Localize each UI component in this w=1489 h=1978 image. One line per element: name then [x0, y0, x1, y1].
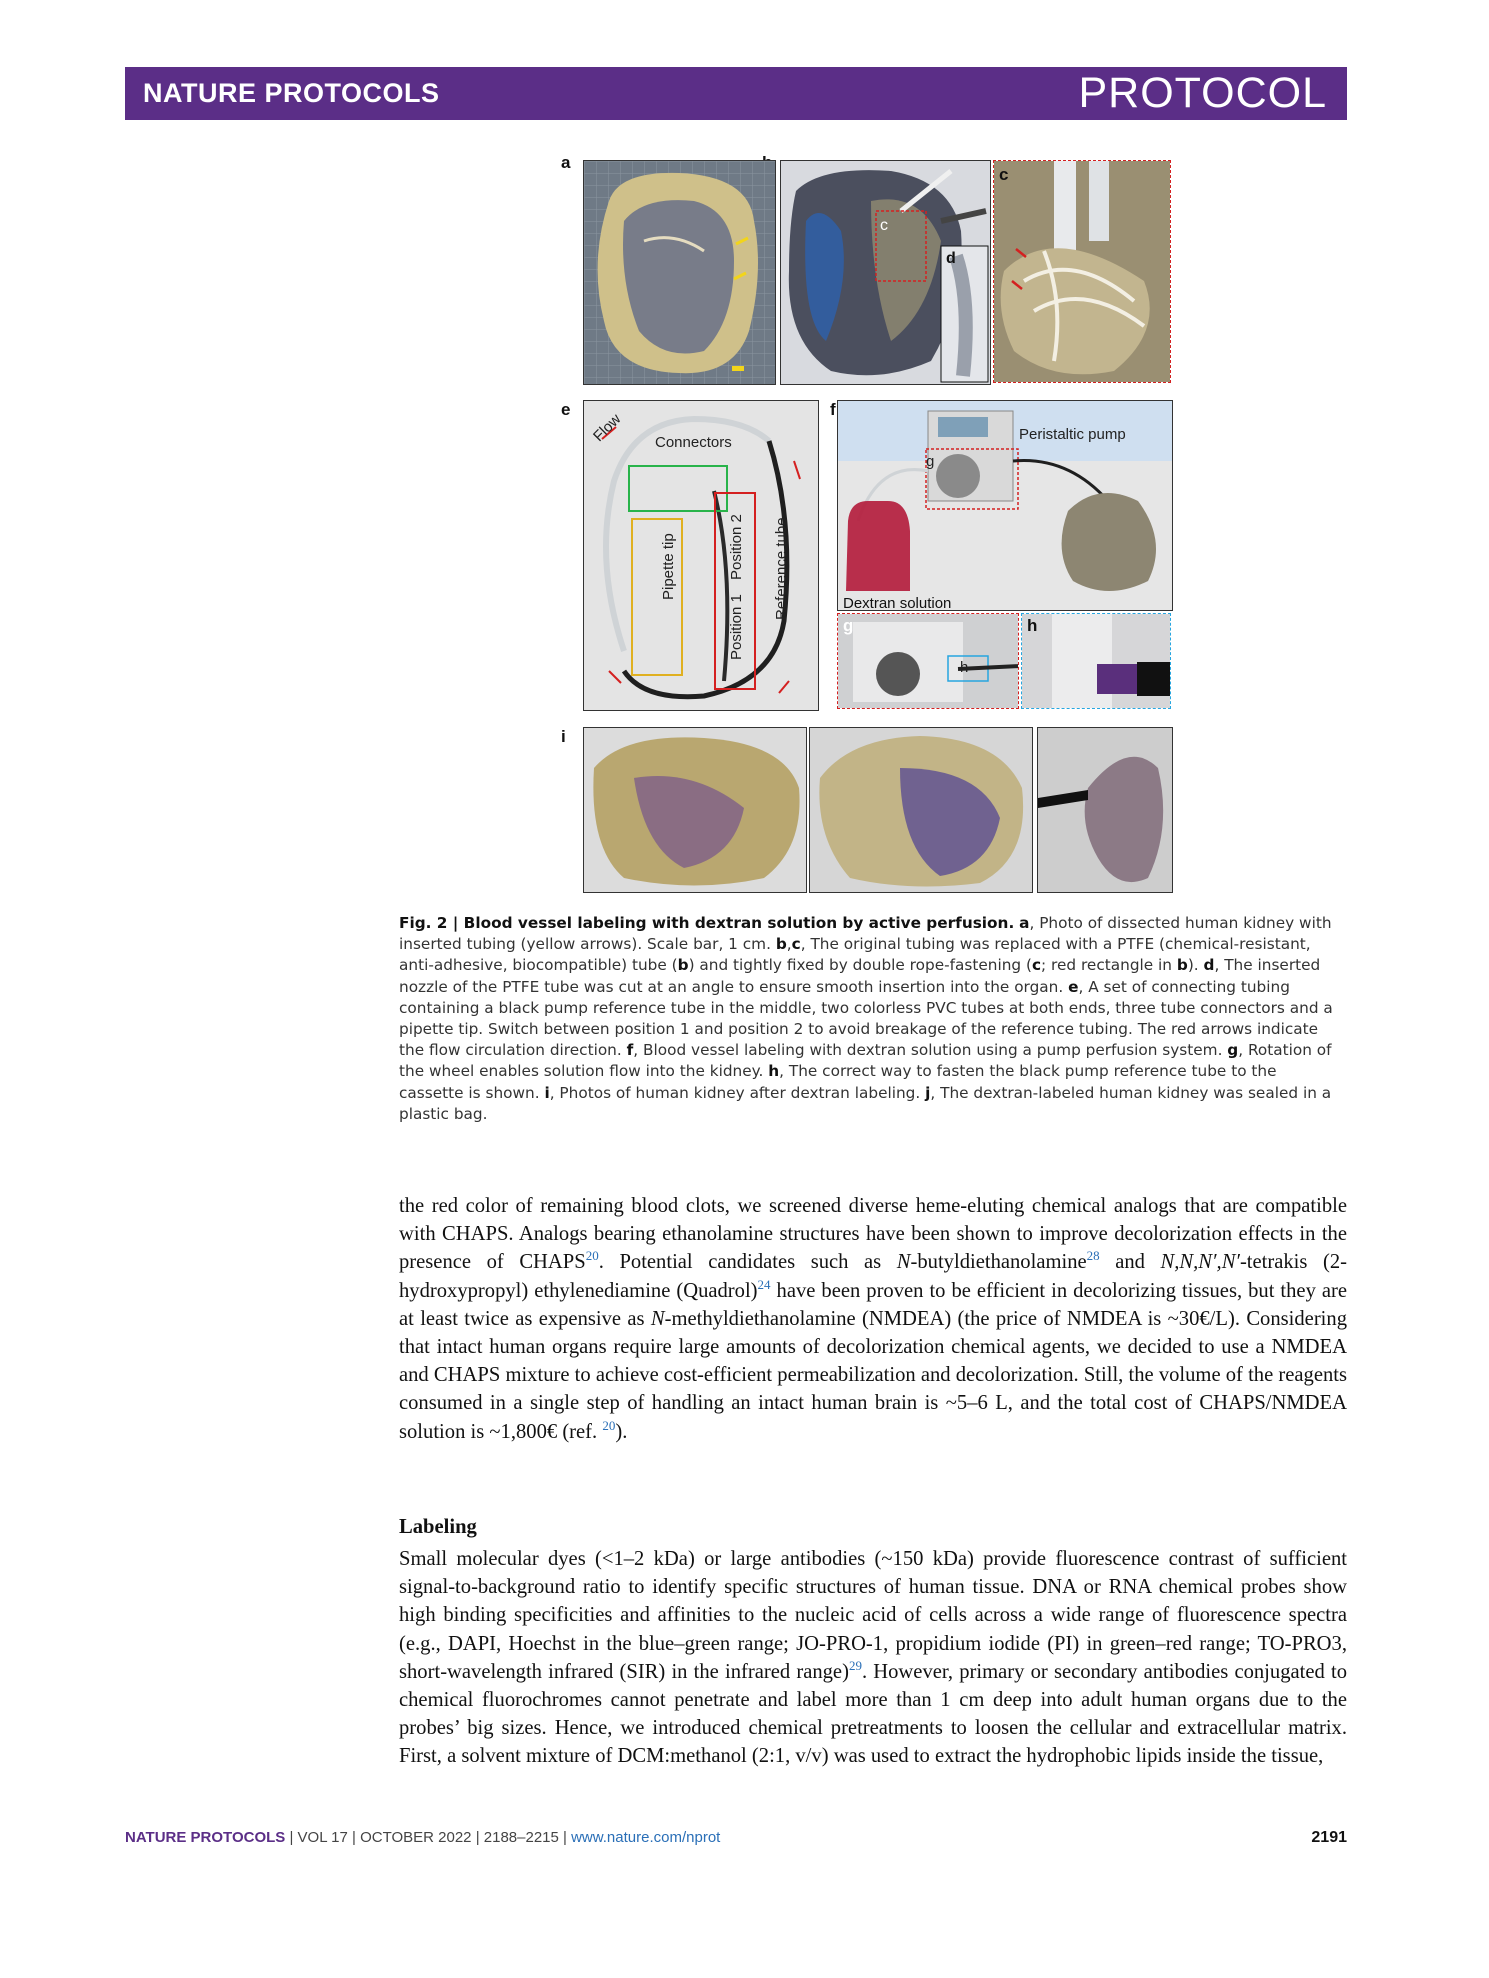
caption-title: Blood vessel labeling with dextran solution by active perfusion. [463, 914, 1015, 932]
panel-b-kidney-ptfe-photo [780, 160, 991, 385]
article-type: PROTOCOL [1078, 69, 1327, 117]
caption-text: , The dextran-labeled human kidney was sealed in a plastic bag. [399, 1083, 1332, 1123]
panel-c-rope-fastening-photo [993, 160, 1171, 383]
panel-label-h: h [1027, 616, 1038, 635]
footer-separator: | [347, 1829, 361, 1846]
caption-ref: c [791, 935, 801, 954]
e-label-connectors: Connectors [655, 434, 732, 451]
footer-separator: | [471, 1829, 484, 1846]
caption-ref: b [1176, 956, 1188, 975]
body-text: have been proven to be efficient in decolorizing tissues, but they are at least twice as expensive as [399, 1279, 1347, 1330]
caption-fig-number: Fig. 2 | [399, 914, 464, 932]
panel-label-g: g [843, 616, 854, 635]
footer-separator: | [285, 1829, 298, 1846]
caption-text: , The original tubing was replaced with a PTFE (chemical-resistant, anti-adhesive, biocompatible) tube ( [399, 935, 1311, 975]
footer-pages: 2188–2215 [483, 1829, 559, 1846]
panel-a-kidney-photo [583, 160, 776, 385]
inset-label-d: d [946, 250, 956, 267]
caption-ref: f [626, 1041, 634, 1060]
caption-ref: g [1227, 1041, 1239, 1060]
body-paragraph-2 [399, 1545, 1347, 1771]
journal-header-bar [125, 67, 1347, 120]
panel-g-wheel-photo [837, 613, 1019, 709]
citation-link[interactable]: 29 [848, 1657, 862, 1673]
caption-ref: c [1031, 956, 1042, 975]
footer-journal: NATURE PROTOCOLS [125, 1829, 286, 1846]
caption-ref: b [775, 935, 787, 954]
body-text: and [1099, 1251, 1161, 1274]
body-text: N [650, 1307, 665, 1330]
panel-label-a: a [561, 153, 571, 172]
caption-text: ) and tightly fixed by double rope-fastening ( [688, 956, 1032, 975]
inset-label-c: c [880, 217, 888, 234]
g-inset-label-h: h [960, 659, 969, 676]
page-footer [125, 1829, 1347, 1847]
e-label-reference-tube: Reference tube [773, 517, 790, 620]
f-label-dextran-solution: Dextran solution [843, 595, 952, 612]
figure-caption: Fig. 2 | Blood vessel labeling with dextran solution by active perfusion. a, Photo of dissected human kidney with inserted tubing (yellow arrows). Scale bar, 1 cm. b,c, The original tubing was replaced with a PTFE (chemical-resistant, anti-adhesive, biocompatible) tube (b) and tightly fixed by double rope-fastening (c; red rectangle in b). d, The inserted nozzle of the PTFE tube was cut at an angle to ensure smooth insertion into the organ. e, A set of connecting tubing containing a black pump reference tube in the middle, two colorless PVC tubes at both ends, three tube connectors and a pipette tip. Switch between position 1 and position 2 to avoid breakage of the reference tubing. The red arrows indicate the flow circulation direction. f, Blood vessel labeling with dextran solution using a pump perfusion system. g, Rotation of the wheel enables solution flow into the kidney. h, The correct way to fasten the black pump reference tube to the cassette is shown. i, Photos of human kidney after dextran labeling. j, The dextran-labeled human kidney was sealed in a plastic bag. [399, 914, 1333, 1123]
caption-ref: a [1019, 914, 1030, 932]
panel-label-f: f [830, 400, 836, 419]
f-inset-label-g: g [926, 453, 935, 470]
footer-citation [125, 1829, 720, 1847]
body-text: ). [615, 1420, 628, 1443]
caption-text: , Photo of dissected human kidney with inserted tubing (yellow arrows). Scale bar, 1 cm. [399, 914, 1332, 954]
caption-text: , The inserted nozzle of the PTFE tube was cut at an angle to ensure smooth insertion into the organ. [399, 956, 1321, 996]
e-label-position-1: Position 1 [728, 594, 745, 660]
caption-text: , Rotation of the wheel enables solution flow into the kidney. [399, 1041, 1332, 1081]
caption-text: ). [1187, 956, 1204, 975]
body-text: the red color of remaining blood clots, we screened diverse heme-eluting chemical analogs that are compatible with CHAPS. Analogs bearing ethanolamine structures have been shown to improve decolorization effects in the presence of CHAPS [399, 1195, 1347, 1274]
body-text: . However, primary or secondary antibodies conjugated to chemical fluorochromes cannot penetrate and label more than 1 cm deep into adult human organs due to the probes’ big sizes. Hence, we introduced chemical pretreatments to loosen the cellular and extracellular matrix. First, a solvent mixture of DCM:methanol (2:1, v/v) was used to extract the hydrophobic lipids inside the tissue, [399, 1660, 1347, 1768]
citation-link[interactable]: 20 [585, 1248, 599, 1264]
citation-link[interactable]: 20 [602, 1417, 616, 1433]
body-text: -butyldiethanolamine [910, 1251, 1087, 1274]
citation-link[interactable]: 28 [1086, 1248, 1100, 1264]
journal-name: NATURE PROTOCOLS [143, 78, 440, 108]
caption-ref: d [1203, 956, 1215, 975]
caption-text: ; red rectangle in [1041, 956, 1177, 975]
panel-label-e: e [561, 400, 571, 419]
f-label-peristaltic-pump: Peristaltic pump [1019, 426, 1126, 443]
citation-link[interactable]: 24 [757, 1276, 771, 1292]
e-label-pipette-tip: Pipette tip [660, 533, 677, 600]
e-label-position-2: Position 2 [728, 514, 745, 580]
panel-label-c: c [999, 165, 1009, 184]
caption-ref: j [925, 1083, 931, 1102]
e-label-flow: Flow [590, 410, 625, 446]
body-text: -tetrakis (2-hydroxypropyl) ethylenediamine (Quadrol) [399, 1251, 1347, 1302]
caption-ref: b [677, 956, 689, 975]
footer-url-link[interactable]: www.nature.com/nprot [571, 1829, 721, 1846]
body-text: N,N,N′,N′ [1160, 1251, 1240, 1274]
panel-i-kidney-labeled-photo-1 [583, 727, 807, 893]
panel-label-i: i [561, 727, 566, 746]
body-text: Small molecular dyes (<1–2 kDa) or large antibodies (~150 kDa) provide fluorescence contrast of sufficient signal-to-background ratio to identify specific structures of human tissue. DNA or RNA chemical probes show high binding specificities and affinities to the nucleic acid of cells across a wide range of fluorescence spectra (e.g., DAPI, Hoechst in the blue–green range; JO-PRO-1, propidium iodide (PI) in green–red range; TO-PRO3, short-wavelength infrared (SIR) in the infrared range) [399, 1548, 1347, 1683]
panel-h-cassette-photo [1021, 613, 1171, 709]
caption-text: , Photos of human kidney after dextran labeling. [549, 1083, 926, 1102]
panel-j-sealed-kidney-photo [1037, 727, 1173, 893]
body-text: . Potential candidates such as [598, 1251, 897, 1274]
footer-separator: | [558, 1829, 572, 1846]
body-text: N [896, 1251, 911, 1274]
footer-date: OCTOBER 2022 [360, 1829, 472, 1846]
body-text: -methyldiethanolamine (NMDEA) (the price of NMDEA is ~30€/L). Considering that intact human organs require large amounts of decolorization chemical agents, we decided to use a NMDEA and CHAPS mixture to achieve cost-efficient permeabilization and decolorization. Still, the volume of the reagents consumed in a single step of handling an intact human brain is ~5–6 L, and the total cost of CHAPS/NMDEA solution is ~1,800€ (ref. [399, 1307, 1347, 1443]
body-paragraph-1 [399, 1192, 1347, 1446]
page-number: 2191 [1311, 1829, 1347, 1846]
caption-ref: h [768, 1062, 780, 1081]
panel-i-kidney-labeled-photo-2 [809, 727, 1033, 893]
section-heading-labeling: Labeling [399, 1516, 477, 1538]
caption-text: , Blood vessel labeling with dextran solution using a pump perfusion system. [633, 1041, 1228, 1060]
caption-text: , A set of connecting tubing containing a black pump reference tube in the middle, two colorless PVC tubes at both ends, three tube connectors and a pipette tip. Switch between position 1 and position 2 to avoid breakage of the reference tubing. The red arrows indicate the flow circulation direction. [399, 977, 1333, 1060]
footer-volume: VOL 17 [297, 1829, 348, 1846]
caption-ref: i [544, 1083, 550, 1102]
caption-text: , The correct way to fasten the black pump reference tube to the cassette is shown. [399, 1062, 1277, 1102]
caption-ref: e [1068, 977, 1079, 996]
